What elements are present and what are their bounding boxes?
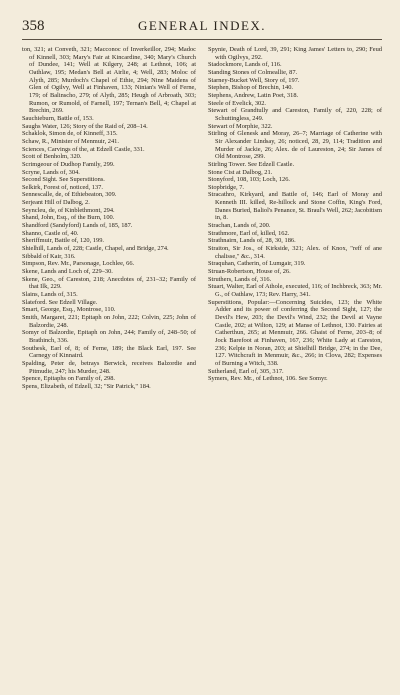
index-entry: Starney-Bucket Well, Story of, 197.: [208, 76, 300, 84]
index-entry: Schaklok, Simon de, of Kinneff, 315.: [22, 130, 118, 138]
index-entry: Spens, Elizabeth, of Edzell, 32; "Sir Patrick," 184.: [22, 382, 151, 390]
index-entry: Standing Stones of Colmeallie, 87.: [208, 68, 298, 76]
index-entry: Saughs Water, 126; Story of the Raid of, 208–14.: [22, 122, 148, 130]
index-entry: Sutherland, Earl of, 305, 317.: [208, 367, 284, 375]
index-entry: Stirling Tower. See Edzell Castle.: [208, 160, 295, 168]
index-entry: Straiton, Sir Jos., of Kirkside, 321; Alex. of Knox, "reff of ane chalisse," &c., 314.: [208, 245, 382, 260]
index-entry: Stonyford, 108, 103; Loch, 126.: [208, 176, 291, 184]
index-entry: Selkirk, Forest of, noticed, 137.: [22, 183, 103, 191]
index-entry: Schaw, R., Minister of Menmuir, 241.: [22, 137, 119, 145]
index-entry: Scryne, Lands of, 304.: [22, 168, 80, 176]
index-entry: Skene, Lands and Loch of, 229–30.: [22, 268, 113, 276]
index-entry: Struthers, Lands of, 316.: [208, 275, 272, 283]
index-entry: Seyncleu, de, of Kinblethmont, 294.: [22, 206, 115, 214]
index-entry: Stuart, Walter, Earl of Athole, executed, 116; of Inchbreck, 363; Mr. G., of Oathlaw, 173; Rev. Harry, 341.: [208, 283, 382, 298]
index-entry: Shielhill, Lands of, 228; Castle, Chapel, and Bridge, 274.: [22, 245, 169, 253]
index-entry: Simpson, Rev. Mr., Parsonage, Lochlee, 66.: [22, 260, 135, 268]
index-entry: Stadockmore, Lands of, 116.: [208, 61, 282, 69]
index-entry: Skene, Geo., of Careston, 218; Anecdotes of, 231–32; Family of that Ilk, 229.: [22, 275, 196, 291]
index-entry: Stone Cist at Dalbog, 21.: [208, 168, 273, 176]
page-header: [22, 18, 382, 40]
index-entry: Spence, Epitaphs on Family of, 298.: [22, 375, 116, 383]
left-column: [22, 46, 196, 391]
index-entry: Southesk, Earl of, 8; of Ferne, 189; the Black Earl, 197. See Carnegy of Kinnaird.: [22, 344, 196, 360]
index-entry: Shandford (Sandyford) Lands of, 185, 187.: [22, 222, 133, 230]
index-entry: Steele of Evelick, 302.: [208, 99, 267, 107]
index-entry: Shanno, Castle of, 40.: [22, 229, 79, 237]
index-entry: Spynie, Death of Lord, 39, 291; King James' Letters to, 290; Feud with Ogilvys, 292.: [208, 46, 382, 61]
index-entry: Spalding, Peter de, betrays Berwick, receives Balzordie and Pitmudie, 247; his Murder, 248.: [22, 359, 196, 375]
index-entry: ton, 321; at Conveth, 321; Macconoc of Inverkeillor, 294; Madoc of Kinnell, 303; Mary's Fair at Kincardine, 340; Mary's Church of Dundee, 141; Well at Kilgery, 248; at Lethnot, 106; at Oathlaw, 195; Medan's Bell at Airlie, 4; Well, 283; Moloc of Alyth, 285; Murdoch's Chapel of Ethie, 294; Nine Maidens of Glen of Ogilvy, Well at Finhaven, 133; Ninian's Well of Ferne, 179; of Balinscho, 279; of Alyth, 285; Heugh of Arbroath, 303; Rumon, or Rumold, of Farnell, 197; Ternan's Bell, 4; Chapel at Brechin, 269.: [22, 46, 196, 115]
index-entry: Stephens, Andrew, Latin Poet, 318.: [208, 91, 299, 99]
index-entry: Scott of Benholm, 320.: [22, 153, 82, 161]
index-entry: Stewart of Morphie, 322.: [208, 122, 273, 130]
index-entry: Stephen, Bishop of Brechin, 140.: [208, 84, 294, 92]
index-entry: Shand, John, Esq., of the Burn, 100.: [22, 214, 115, 222]
index-entry: Superstitions, Popular:—Concerning Suicides, 123; the White Adder and its power of conferring the Second Sight, 127; the Devil's Hew, 203; the Devil's Wind, 232; the Devil at Vayne Castle, 202; at Wilton, 129; at Manse of Lethnot, 130. Fairies at Catherthun, 265; at Menmuir, 266. Ghaist of Ferne, 203–8; of Jock Barefoot at Finhaven, 167, 236; White Lady at Careston, 236; Kelpie in Noran, 203; at Shielhill Bridge, 274; in the Dee, 127. Witchcraft in Menmuir, &c., 266; in Clova, 282; Expenses of Burning a Witch, 338.: [208, 298, 382, 367]
index-entry: Stracathro, Kirkyard, and Battle of, 146; Earl of Moray and Kenneth III. killed, Re-hillock and Stone Coffin, King's Ford, Danes Buried, Baliol's Penance, St. Braul's Well, 262; Jacobitism in, 8.: [208, 191, 382, 222]
index-entry: Sibbald of Kair, 316.: [22, 252, 76, 260]
index-entry: Strathnairn, Lands of, 28, 30, 186.: [208, 237, 296, 245]
page-number: 358: [22, 18, 45, 34]
index-entry: Stirling of Glenesk and Moray, 26–7; Marriage of Catherine with Sir Alexander Lindsay, 26; noticed, 28, 29, 114; Tradition and Murder of Jackie, 26; Alex. de of Laureston, 24; Sir James of Old Montrose, 299.: [208, 130, 382, 161]
page-title: GENERAL INDEX.: [137, 18, 267, 33]
index-entry: Strathmore, Earl of, killed, 162.: [208, 229, 290, 237]
index-entry: Second Sight. See Superstitions.: [22, 176, 105, 184]
index-entry: Scrimgeour of Dudhop Family, 299.: [22, 160, 115, 168]
index-entry: Straquhan, Catherin, of Lumgair, 319.: [208, 260, 306, 268]
index-entry: Symers, Rev. Mr., of Lethnot, 106. See Somyr.: [208, 375, 328, 383]
index-entry: Strachan, Lands of, 200.: [208, 222, 271, 230]
index-entry: Struan-Robertson, House of, 26.: [208, 268, 291, 276]
index-entry: Serjeant Hill of Dalbog, 2.: [22, 199, 90, 207]
right-column: [208, 46, 382, 391]
index-entry: Stewart of Grandtully and Careston, Family of, 220, 228; of Schuttingless, 249.: [208, 107, 382, 122]
index-entry: Smith, Margaret, 221; Epitaph on John, 222; Colvin, 225; John of Balzordie, 248.: [22, 313, 196, 329]
index-entry: Stopbridge, 7.: [208, 183, 245, 191]
index-entry: Sauchieburn, Battle of, 153.: [22, 114, 94, 122]
index-entry: Sheriffmuir, Battle of, 120, 199.: [22, 237, 104, 245]
index-entry: Sennescalle, de, of Ethiebeaton, 309.: [22, 191, 117, 199]
index-entry: Smart, George, Esq., Montrose, 110.: [22, 306, 116, 314]
index-entry: Slateford. See Edzell Village.: [22, 298, 98, 306]
index-entry: Sciences, Carvings of the, at Edzell Castle, 331.: [22, 145, 145, 153]
index-entry: Slains, Lands of, 315.: [22, 291, 78, 298]
index-columns: [22, 46, 382, 391]
index-entry: Somyr of Balzordie, Epitaph on John, 244; Family of, 248–50; of Brathinch, 336.: [22, 329, 196, 344]
